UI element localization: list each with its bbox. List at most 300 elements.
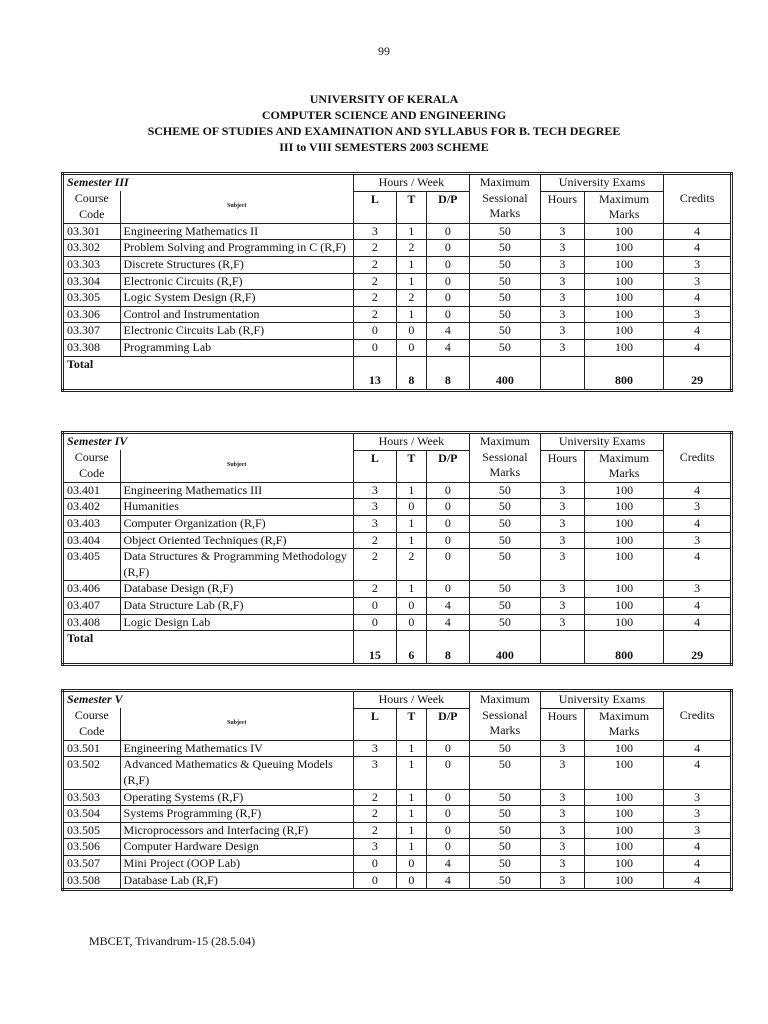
dp-hours: 0	[426, 515, 469, 532]
hours-week-header: Hours / Week	[353, 691, 469, 709]
exam-max-marks: 100	[584, 740, 663, 757]
tutorial-hours: 1	[396, 757, 426, 789]
course-code: 03.404	[63, 532, 121, 549]
exam-hours: 3	[540, 549, 584, 581]
exam-max-marks: 100	[585, 499, 664, 516]
header-university: UNIVERSITY OF KERALA	[309, 92, 459, 106]
credits: 3	[664, 306, 732, 323]
credits: 4	[664, 223, 732, 240]
sessional-marks: 50	[469, 757, 540, 789]
exam-max-marks: 100	[584, 806, 663, 823]
header-row	[63, 174, 732, 192]
exam-max-marks: 100	[584, 872, 663, 890]
exam-hours: 3	[540, 855, 584, 872]
table-row	[63, 515, 732, 532]
total-tutorial: 8	[396, 356, 426, 390]
lecture-hours: 2	[353, 306, 396, 323]
tutorial-hours: 0	[396, 855, 426, 872]
t-header: T	[396, 450, 426, 482]
tutorial-hours: 1	[396, 273, 426, 290]
credits-header: Credits	[664, 433, 732, 483]
tutorial-hours: 1	[396, 532, 426, 549]
sessional-marks: 50	[469, 614, 540, 631]
lecture-hours: 0	[353, 323, 396, 340]
credits: 4	[664, 614, 732, 631]
course-code: 03.506	[63, 839, 121, 856]
course-code: 03.505	[63, 822, 121, 839]
lecture-hours: 2	[353, 532, 396, 549]
course-code: 03.507	[63, 855, 121, 872]
table-row	[63, 290, 732, 307]
max-marks-header: Maximum Marks	[584, 708, 663, 740]
l-header: L	[353, 450, 396, 482]
exam-max-marks: 100	[585, 614, 664, 631]
subject-name: Systems Programming (R,F)	[120, 806, 353, 823]
dp-header: D/P	[426, 191, 469, 223]
course-code: 03.304	[63, 273, 121, 290]
exam-max-marks: 100	[584, 223, 663, 240]
hours-week-header: Hours / Week	[353, 433, 469, 451]
tutorial-hours: 1	[396, 306, 426, 323]
exam-hours: 3	[540, 581, 584, 598]
sessional-marks: 50	[469, 806, 540, 823]
lecture-hours: 2	[353, 549, 396, 581]
credits: 3	[664, 581, 732, 598]
tutorial-hours: 0	[396, 339, 426, 356]
subject-name: Problem Solving and Programming in C (R,F)	[120, 240, 353, 257]
subject-name: Database Design (R,F)	[120, 581, 353, 598]
sessional-marks: 50	[469, 499, 540, 516]
credits: 3	[664, 806, 732, 823]
course-code: 03.503	[63, 789, 121, 806]
credits: 4	[664, 240, 732, 257]
total-exam-hours	[540, 356, 584, 390]
dp-hours: 0	[426, 581, 469, 598]
exam-max-marks: 100	[584, 789, 663, 806]
table-row	[63, 256, 732, 273]
table-row	[63, 839, 732, 856]
sessional-marks: 50	[469, 872, 540, 890]
total-label: Total	[63, 356, 354, 390]
dp-hours: 0	[426, 223, 469, 240]
credits: 3	[664, 256, 732, 273]
lecture-hours: 3	[353, 839, 396, 856]
table-row	[63, 872, 732, 890]
exam-max-marks: 100	[584, 256, 663, 273]
exam-max-marks: 100	[584, 290, 663, 307]
credits: 4	[664, 323, 732, 340]
lecture-hours: 2	[353, 822, 396, 839]
lecture-hours: 3	[353, 482, 396, 499]
lecture-hours: 2	[353, 806, 396, 823]
l-header: L	[353, 191, 396, 223]
table-row	[63, 482, 732, 499]
course-code: 03.301	[63, 223, 121, 240]
subject-name: Operating Systems (R,F)	[120, 789, 353, 806]
total-row	[63, 356, 732, 390]
dp-hours: 0	[426, 306, 469, 323]
subject-name: Computer Organization (R,F)	[120, 515, 353, 532]
max-marks-header: Maximum Marks	[585, 450, 664, 482]
total-label: Total	[63, 631, 354, 665]
dp-hours: 0	[426, 240, 469, 257]
exam-max-marks: 100	[584, 240, 663, 257]
exam-max-marks: 100	[584, 822, 663, 839]
total-credits: 29	[664, 631, 732, 665]
total-sessional: 400	[469, 356, 540, 390]
exam-hours: 3	[540, 872, 584, 890]
course-code: 03.407	[63, 597, 121, 614]
page-number: 99	[378, 44, 390, 58]
header-scheme: SCHEME OF STUDIES AND EXAMINATION AND SYLLABUS FOR B. TECH DEGREE	[147, 124, 621, 138]
course-code: 03.405	[63, 549, 121, 581]
sessional-marks: 50	[469, 789, 540, 806]
max-sessional-header: Maximum Sessional Marks	[469, 433, 540, 483]
exam-hours: 3	[540, 273, 584, 290]
course-code: 03.403	[63, 515, 121, 532]
t-header: T	[396, 191, 426, 223]
dp-hours: 0	[426, 740, 469, 757]
total-dp: 8	[426, 356, 469, 390]
table-row	[63, 806, 732, 823]
header-department: COMPUTER SCIENCE AND ENGINEERING	[261, 108, 507, 122]
credits: 4	[664, 290, 732, 307]
lecture-hours: 0	[353, 339, 396, 356]
subject-name: Engineering Mathematics III	[120, 482, 353, 499]
semester-table	[61, 172, 733, 392]
exam-max-marks: 100	[585, 482, 664, 499]
course-code-header: Course Code	[63, 191, 121, 223]
tutorial-hours: 1	[396, 789, 426, 806]
exam-hours: 3	[540, 757, 584, 789]
credits: 4	[664, 872, 732, 890]
header-row	[63, 450, 732, 482]
subject-name: Control and Instrumentation	[120, 306, 353, 323]
lecture-hours: 3	[353, 515, 396, 532]
subject-name: Logic System Design (R,F)	[120, 290, 353, 307]
table-row	[63, 581, 732, 598]
sessional-marks: 50	[469, 597, 540, 614]
subject-name: Data Structure Lab (R,F)	[120, 597, 353, 614]
credits: 3	[664, 789, 732, 806]
credits: 3	[664, 273, 732, 290]
sessional-marks: 50	[469, 290, 540, 307]
dp-hours: 0	[426, 532, 469, 549]
semester-title: Semester III	[63, 174, 354, 192]
subject-name: Microprocessors and Interfacing (R,F)	[120, 822, 353, 839]
exam-hours: 3	[540, 740, 584, 757]
sessional-marks: 50	[469, 532, 540, 549]
credits: 4	[664, 740, 732, 757]
sessional-marks: 50	[469, 515, 540, 532]
max-sessional-header: Maximum Sessional Marks	[469, 174, 540, 224]
lecture-hours: 0	[353, 614, 396, 631]
semester-table	[61, 689, 733, 891]
exam-hours: 3	[540, 499, 584, 516]
exam-hours: 3	[540, 306, 584, 323]
subject-name: Electronic Circuits (R,F)	[120, 273, 353, 290]
course-code: 03.501	[63, 740, 121, 757]
total-tutorial: 6	[396, 631, 426, 665]
table-row	[63, 306, 732, 323]
t-header: T	[396, 708, 426, 740]
dp-hours: 4	[426, 614, 469, 631]
exam-hours: 3	[540, 323, 584, 340]
exam-max-marks: 100	[585, 532, 664, 549]
exam-max-marks: 100	[585, 597, 664, 614]
lecture-hours: 2	[353, 290, 396, 307]
university-exams-header: University Exams	[540, 433, 663, 451]
subject-header: Subject	[120, 708, 353, 740]
footer-text: MBCET, Trivandrum-15 (28.5.04)	[89, 934, 256, 948]
credits: 4	[664, 549, 732, 581]
course-code: 03.401	[63, 482, 121, 499]
credits-header: Credits	[664, 174, 732, 224]
dp-hours: 0	[426, 549, 469, 581]
lecture-hours: 3	[353, 499, 396, 516]
total-max-marks: 800	[584, 356, 663, 390]
dp-hours: 4	[426, 339, 469, 356]
dp-hours: 0	[426, 256, 469, 273]
tutorial-hours: 0	[396, 614, 426, 631]
dp-header: D/P	[426, 450, 469, 482]
credits: 4	[664, 839, 732, 856]
exam-max-marks: 100	[585, 515, 664, 532]
dp-hours: 0	[426, 757, 469, 789]
sessional-marks: 50	[469, 581, 540, 598]
lecture-hours: 3	[353, 757, 396, 789]
tutorial-hours: 1	[396, 482, 426, 499]
exam-hours-header: Hours	[540, 191, 584, 223]
table-row	[63, 323, 732, 340]
credits: 4	[664, 597, 732, 614]
header-row	[63, 708, 732, 740]
exam-hours: 3	[540, 789, 584, 806]
header-semesters: III to VIII SEMESTERS 2003 SCHEME	[279, 140, 489, 154]
tutorial-hours: 2	[396, 549, 426, 581]
subject-name: Object Oriented Techniques (R,F)	[120, 532, 353, 549]
dp-hours: 0	[426, 822, 469, 839]
exam-max-marks: 100	[584, 839, 663, 856]
dp-hours: 0	[426, 482, 469, 499]
lecture-hours: 2	[353, 581, 396, 598]
course-code: 03.408	[63, 614, 121, 631]
subject-name: Discrete Structures (R,F)	[120, 256, 353, 273]
course-code: 03.306	[63, 306, 121, 323]
total-lecture: 15	[353, 631, 396, 665]
course-code: 03.305	[63, 290, 121, 307]
exam-max-marks: 100	[584, 855, 663, 872]
dp-hours: 0	[426, 806, 469, 823]
subject-name: Computer Hardware Design	[120, 839, 353, 856]
table-row	[63, 223, 732, 240]
credits: 4	[664, 482, 732, 499]
dp-header: D/P	[426, 708, 469, 740]
tutorial-hours: 0	[396, 323, 426, 340]
max-marks-header: Maximum Marks	[584, 191, 663, 223]
university-exams-header: University Exams	[540, 691, 663, 709]
subject-name: Humanities	[120, 499, 353, 516]
total-lecture: 13	[353, 356, 396, 390]
credits: 4	[664, 855, 732, 872]
subject-name: Logic Design Lab	[120, 614, 353, 631]
l-header: L	[353, 708, 396, 740]
lecture-hours: 0	[353, 872, 396, 890]
tutorial-hours: 2	[396, 240, 426, 257]
sessional-marks: 50	[469, 549, 540, 581]
sessional-marks: 50	[469, 240, 540, 257]
exam-hours: 3	[540, 256, 584, 273]
credits: 3	[664, 822, 732, 839]
exam-hours: 3	[540, 597, 584, 614]
exam-max-marks: 100	[584, 273, 663, 290]
semester-title: Semester IV	[63, 433, 354, 451]
sessional-marks: 50	[469, 323, 540, 340]
dp-hours: 0	[426, 839, 469, 856]
table-row	[63, 339, 732, 356]
exam-max-marks: 100	[584, 323, 663, 340]
exam-max-marks: 100	[585, 549, 664, 581]
sessional-marks: 50	[469, 740, 540, 757]
sessional-marks: 50	[469, 273, 540, 290]
header-row	[63, 691, 732, 709]
exam-hours: 3	[540, 839, 584, 856]
exam-hours: 3	[540, 223, 584, 240]
tutorial-hours: 0	[396, 597, 426, 614]
exam-max-marks: 100	[584, 306, 663, 323]
total-sessional: 400	[469, 631, 540, 665]
tutorial-hours: 1	[396, 740, 426, 757]
exam-max-marks: 100	[584, 339, 663, 356]
dp-hours: 0	[426, 789, 469, 806]
course-code: 03.302	[63, 240, 121, 257]
lecture-hours: 2	[353, 240, 396, 257]
sessional-marks: 50	[469, 256, 540, 273]
credits-header: Credits	[664, 691, 732, 741]
total-exam-hours	[540, 631, 584, 665]
sessional-marks: 50	[469, 223, 540, 240]
semester-table	[61, 431, 733, 666]
subject-header: Subject	[120, 191, 353, 223]
lecture-hours: 2	[353, 256, 396, 273]
credits: 4	[664, 515, 732, 532]
exam-hours: 3	[540, 822, 584, 839]
course-code-header: Course Code	[63, 450, 121, 482]
dp-hours: 4	[426, 872, 469, 890]
subject-name: Programming Lab	[120, 339, 353, 356]
exam-hours: 3	[540, 532, 584, 549]
credits: 3	[664, 532, 732, 549]
sessional-marks: 50	[469, 822, 540, 839]
tutorial-hours: 1	[396, 581, 426, 598]
credits: 4	[664, 757, 732, 789]
exam-hours: 3	[540, 240, 584, 257]
table-row	[63, 855, 732, 872]
table-row	[63, 499, 732, 516]
course-code-header: Course Code	[63, 708, 121, 740]
sessional-marks: 50	[469, 839, 540, 856]
course-code: 03.504	[63, 806, 121, 823]
lecture-hours: 3	[353, 223, 396, 240]
subject-header: Subject	[120, 450, 353, 482]
dp-hours: 0	[426, 499, 469, 516]
credits: 3	[664, 499, 732, 516]
exam-hours: 3	[540, 290, 584, 307]
total-row	[63, 631, 732, 665]
table-row	[63, 757, 732, 789]
tutorial-hours: 1	[396, 822, 426, 839]
total-dp: 8	[426, 631, 469, 665]
semester-title: Semester V	[63, 691, 354, 709]
tutorial-hours: 1	[396, 515, 426, 532]
exam-hours: 3	[540, 339, 584, 356]
tutorial-hours: 1	[396, 223, 426, 240]
tutorial-hours: 0	[396, 872, 426, 890]
dp-hours: 4	[426, 323, 469, 340]
exam-max-marks: 100	[584, 757, 663, 789]
table-row	[63, 273, 732, 290]
total-max-marks: 800	[585, 631, 664, 665]
header-row	[63, 433, 732, 451]
tutorial-hours: 1	[396, 256, 426, 273]
lecture-hours: 2	[353, 273, 396, 290]
lecture-hours: 3	[353, 740, 396, 757]
course-code: 03.406	[63, 581, 121, 598]
dp-hours: 4	[426, 597, 469, 614]
subject-name: Engineering Mathematics II	[120, 223, 353, 240]
university-exams-header: University Exams	[540, 174, 663, 192]
lecture-hours: 0	[353, 855, 396, 872]
tutorial-hours: 1	[396, 839, 426, 856]
sessional-marks: 50	[469, 482, 540, 499]
course-code: 03.307	[63, 323, 121, 340]
exam-max-marks: 100	[585, 581, 664, 598]
lecture-hours: 0	[353, 597, 396, 614]
exam-hours: 3	[540, 806, 584, 823]
subject-name: Mini Project (OOP Lab)	[120, 855, 353, 872]
table-row	[63, 740, 732, 757]
hours-week-header: Hours / Week	[353, 174, 469, 192]
max-sessional-header: Maximum Sessional Marks	[469, 691, 540, 741]
table-row	[63, 549, 732, 581]
exam-hours: 3	[540, 482, 584, 499]
sessional-marks: 50	[469, 306, 540, 323]
exam-hours-header: Hours	[540, 450, 584, 482]
credits: 4	[664, 339, 732, 356]
course-code: 03.303	[63, 256, 121, 273]
document-header	[0, 91, 768, 155]
tutorial-hours: 1	[396, 806, 426, 823]
course-code: 03.402	[63, 499, 121, 516]
sessional-marks: 50	[469, 855, 540, 872]
subject-name: Data Structures & Programming Methodology (R,F)	[120, 549, 353, 581]
course-code: 03.308	[63, 339, 121, 356]
exam-hours: 3	[540, 614, 584, 631]
dp-hours: 0	[426, 273, 469, 290]
dp-hours: 4	[426, 855, 469, 872]
exam-hours-header: Hours	[540, 708, 584, 740]
subject-name: Engineering Mathematics IV	[120, 740, 353, 757]
subject-name: Database Lab (R,F)	[120, 872, 353, 890]
course-code: 03.508	[63, 872, 121, 890]
table-row	[63, 532, 732, 549]
table-row	[63, 597, 732, 614]
table-row	[63, 789, 732, 806]
lecture-hours: 2	[353, 789, 396, 806]
table-row	[63, 240, 732, 257]
dp-hours: 0	[426, 290, 469, 307]
course-code: 03.502	[63, 757, 121, 789]
